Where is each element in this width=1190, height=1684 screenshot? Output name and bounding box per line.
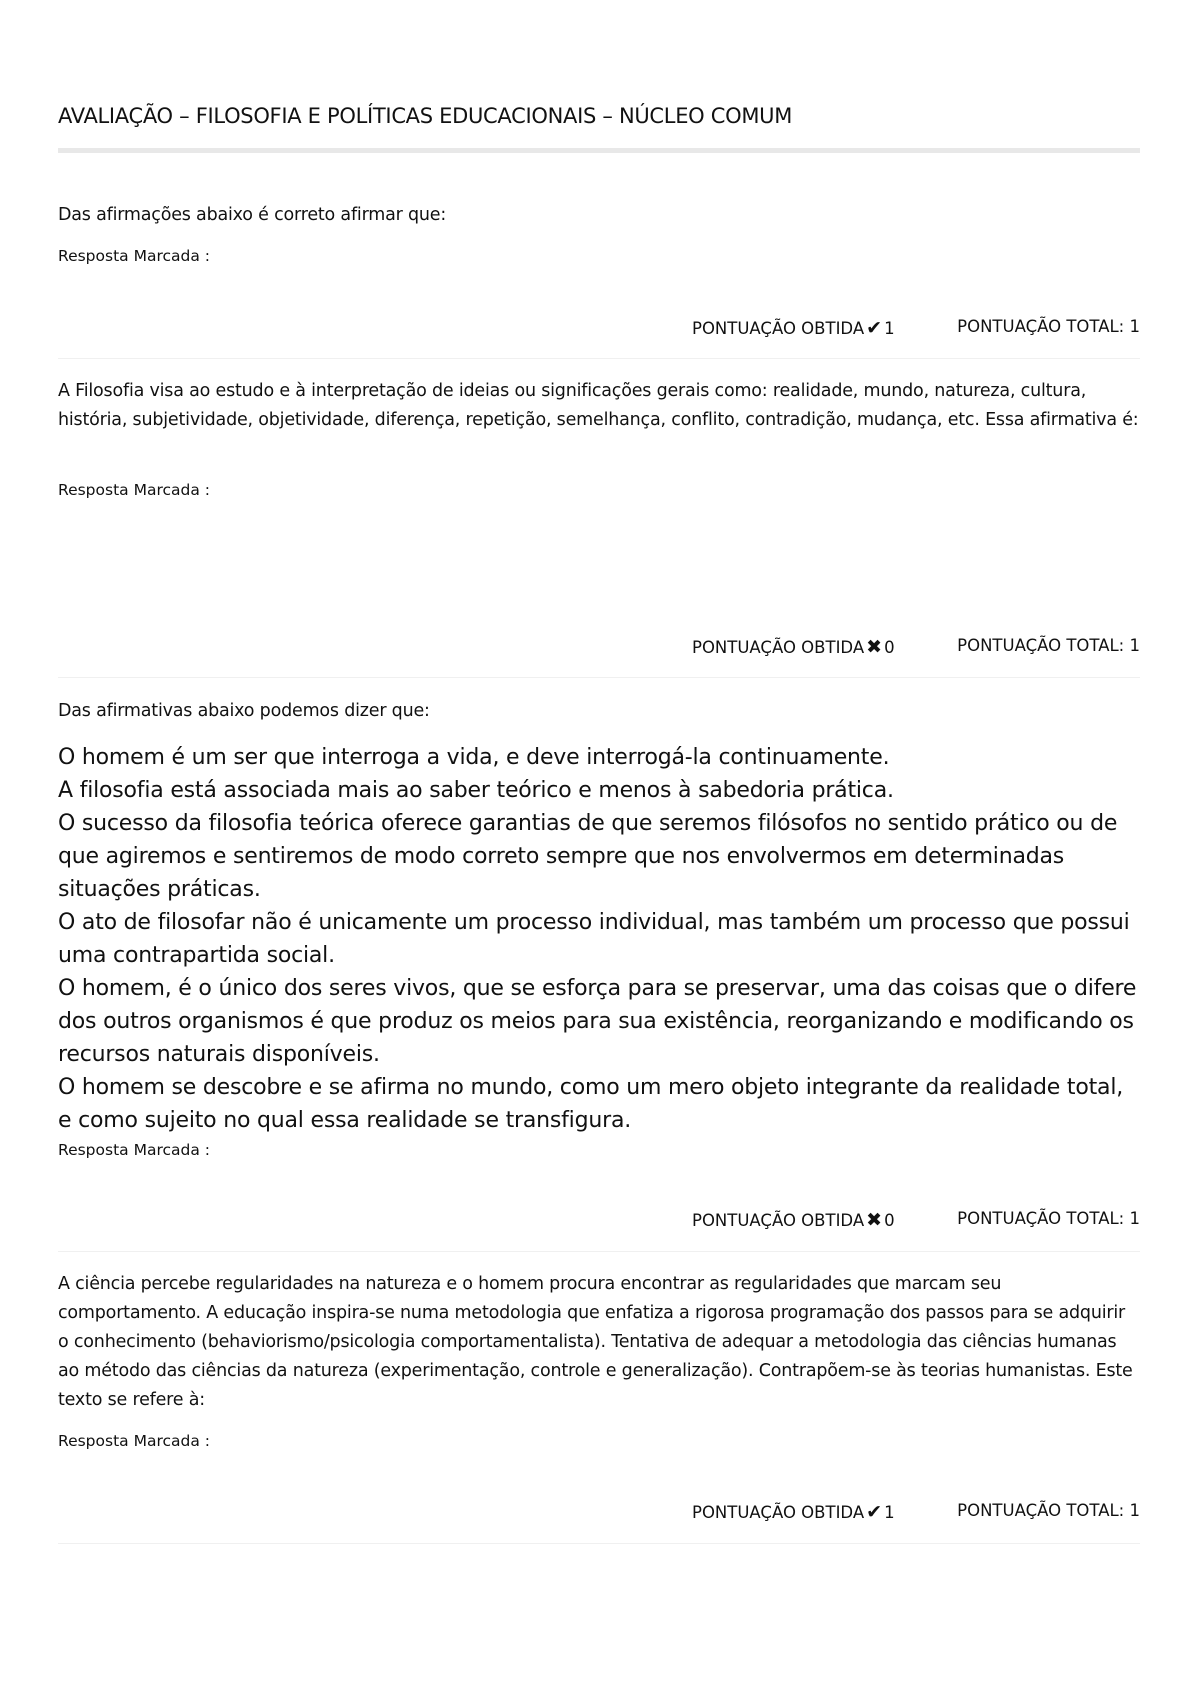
question-divider	[58, 358, 1140, 359]
question-3	[58, 697, 1140, 726]
score-total-value: 1	[1129, 1501, 1140, 1520]
score-total-value: 1	[1129, 1209, 1140, 1228]
score-total-label: PONTUAÇÃO TOTAL:	[957, 317, 1125, 336]
question-text: A Filosofia visa ao estudo e à interpretação de ideias ou significações gerais como: realidade, mundo, natureza, cultura, história, subjetividade, objetividade, diferença, repetição, semelhança, conflito, contradição, mudança, etc. Essa afirmativa é:	[58, 381, 1139, 430]
score-total	[957, 1209, 1140, 1228]
answer-label: Resposta Marcada :	[58, 481, 210, 499]
score-row	[58, 1501, 1140, 1523]
cross-icon: ✖	[866, 636, 883, 658]
score-obtained-value: 1	[884, 1503, 895, 1522]
score-total	[957, 636, 1140, 655]
question-divider	[58, 1251, 1140, 1252]
page-title: AVALIAÇÃO – FILOSOFIA E POLÍTICAS EDUCACIONAIS – NÚCLEO COMUM	[58, 104, 793, 128]
score-total-value: 1	[1129, 636, 1140, 655]
question-4	[58, 1270, 1140, 1415]
score-total-label: PONTUAÇÃO TOTAL:	[957, 1501, 1125, 1520]
question-2	[58, 377, 1140, 435]
statement-item: O homem é um ser que interroga a vida, e deve interrogá-la continuamente.	[58, 745, 890, 770]
score-row	[58, 1209, 1140, 1231]
score-row	[58, 317, 1140, 339]
question-divider	[58, 677, 1140, 678]
score-total	[957, 317, 1140, 336]
answer-label: Resposta Marcada :	[58, 247, 210, 265]
score-obtained	[692, 636, 895, 658]
check-icon: ✔	[866, 1501, 883, 1523]
check-icon: ✔	[866, 317, 883, 339]
score-obtained-value: 1	[884, 319, 895, 338]
score-obtained	[692, 1501, 895, 1523]
score-obtained	[692, 317, 895, 339]
statement-list	[58, 741, 1140, 1137]
question-text: Das afirmações abaixo é correto afirmar que:	[58, 205, 447, 225]
score-total-label: PONTUAÇÃO TOTAL:	[957, 636, 1125, 655]
score-total-value: 1	[1129, 317, 1140, 336]
score-total-label: PONTUAÇÃO TOTAL:	[957, 1209, 1125, 1228]
statement-item: O ato de filosofar não é unicamente um processo individual, mas também um processo que possui uma contrapartida social.	[58, 910, 1130, 968]
question-1	[58, 201, 1140, 230]
score-obtained	[692, 1209, 895, 1231]
statement-item: O homem, é o único dos seres vivos, que se esforça para se preservar, uma das coisas que o difere dos outros organismos é que produz os meios para sua existência, reorganizando e modificando os recursos naturais disponíveis.	[58, 976, 1137, 1067]
question-divider	[58, 1543, 1140, 1544]
score-obtained-label: PONTUAÇÃO OBTIDA	[692, 638, 865, 657]
title-divider	[58, 148, 1140, 153]
statement-item: A filosofia está associada mais ao saber teórico e menos à sabedoria prática.	[58, 778, 894, 803]
cross-icon: ✖	[866, 1209, 883, 1231]
score-obtained-label: PONTUAÇÃO OBTIDA	[692, 1503, 865, 1522]
score-row	[58, 636, 1140, 658]
answer-label: Resposta Marcada :	[58, 1432, 210, 1450]
statement-item: O sucesso da filosofia teórica oferece garantias de que seremos filósofos no sentido prático ou de que agiremos e sentiremos de modo correto sempre que nos envolvermos em determinadas situações práticas.	[58, 811, 1118, 902]
score-obtained-label: PONTUAÇÃO OBTIDA	[692, 319, 865, 338]
score-obtained-label: PONTUAÇÃO OBTIDA	[692, 1211, 865, 1230]
score-obtained-value: 0	[884, 1211, 895, 1230]
score-obtained-value: 0	[884, 638, 895, 657]
score-total	[957, 1501, 1140, 1520]
answer-label: Resposta Marcada :	[58, 1141, 210, 1159]
question-text: A ciência percebe regularidades na natureza e o homem procura encontrar as regularidades que marcam seu comportamento. A educação inspira-se numa metodologia que enfatiza a rigorosa programação dos passos para se adquirir o conhecimento (behaviorismo/psicologia comportamentalista). Tentativa de adequar a metodologia das ciências humanas ao método das ciências da natureza (experimentação, controle e generalização). Contrapõem-se às teorias humanistas. Este texto se refere à:	[58, 1274, 1133, 1410]
question-text: Das afirmativas abaixo podemos dizer que:	[58, 701, 430, 721]
statement-item: O homem se descobre e se afirma no mundo, como um mero objeto integrante da realidade total, e como sujeito no qual essa realidade se transfigura.	[58, 1075, 1124, 1133]
